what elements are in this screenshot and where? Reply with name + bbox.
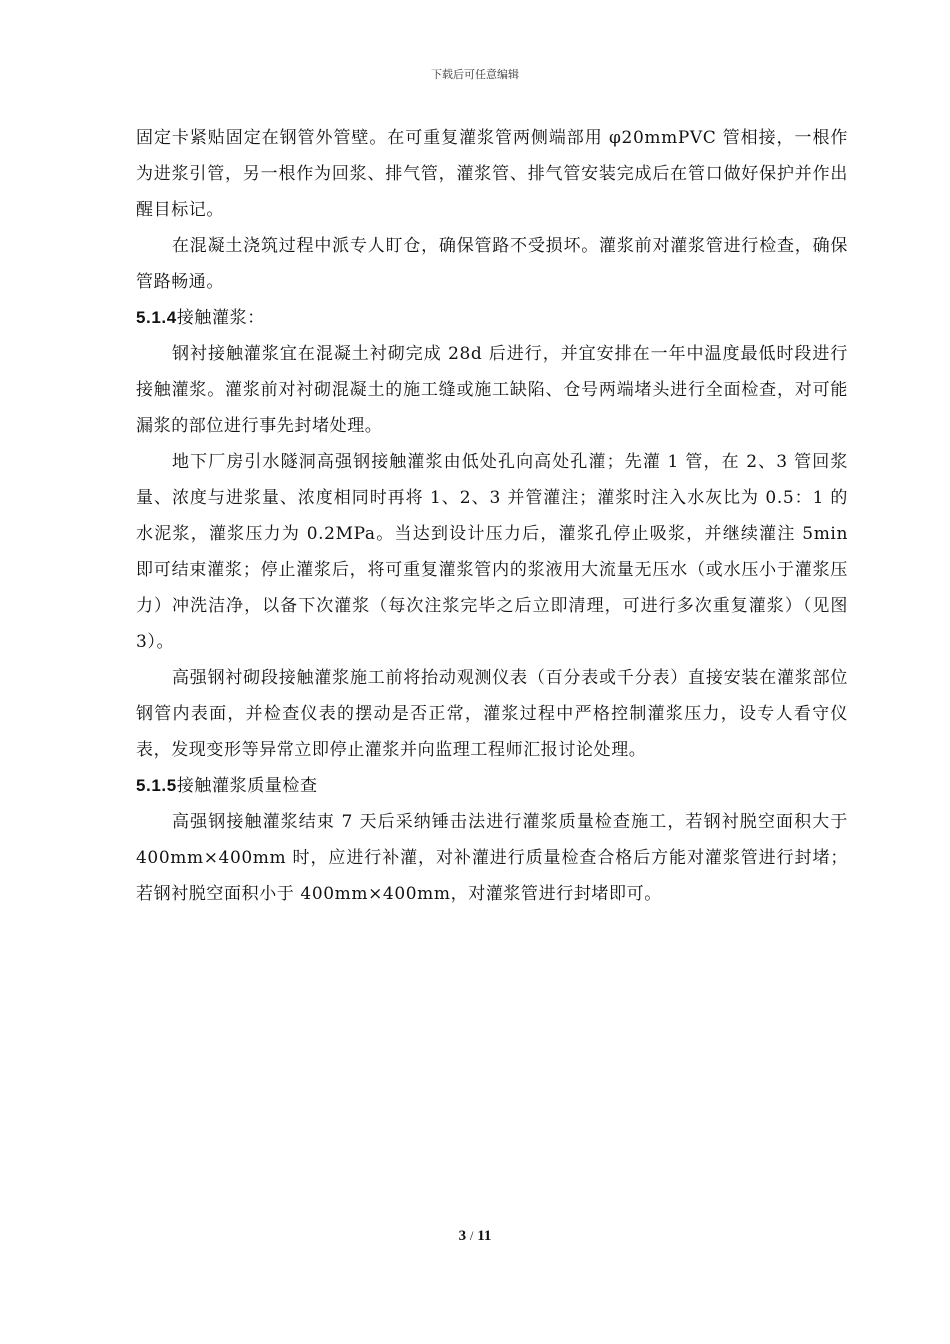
section-title: 接触灌浆： [176,308,265,328]
section-heading [136,300,848,336]
section-number: 5.1.5 [136,776,177,795]
paragraph: 高强钢衬砌段接触灌浆施工前将抬动观测仪表（百分表或千分表）直接安装在灌浆部位钢管内表面，并检查仪表的摆动是否正常，灌浆过程中严格控制灌浆压力，设专人看守仪表，发现变形等异常立即停止灌浆并向监理工程师汇报讨论处理。 [136,668,848,760]
document-body [136,120,848,912]
page-separator: / [469,1228,474,1243]
paragraph: 固定卡紧贴固定在钢管外管壁。在可重复灌浆管两侧端部用 φ20mmPVC 管相接，一根作为进浆引管，另一根作为回浆、排气管，灌浆管、排气管安装完成后在管口做好保护并作出醒目标记。 [136,128,848,220]
paragraph: 高强钢接触灌浆结束 7 天后采纳锤击法进行灌浆质量检查施工，若钢衬脱空面积大于 400mm×400mm 时，应进行补灌，对补灌进行质量检查合格后方能对灌浆管进行封堵；若钢衬脱空面积小于 400mm×400mm，对灌浆管进行封堵即可。 [136,812,848,904]
paragraph: 地下厂房引水隧洞高强钢接触灌浆由低处孔向高处孔灌；先灌 1 管，在 2、3 管回浆量、浓度与进浆量、浓度相同时再将 1、2、3 并管灌注；灌浆时注入水灰比为 0.5：1 的水泥浆，灌浆压力为 0.2MPa。当达到设计压力后，灌浆孔停止吸浆，并继续灌注 5min 即可结束灌浆；停止灌浆后，将可重复灌浆管内的浆液用大流量无压水（或水压小于灌浆压力）冲洗洁净，以备下次灌浆（每次注浆完毕之后立即清理，可进行多次重复灌浆）（见图 3）。 [136,452,848,652]
page-number [0,1228,950,1245]
total-pages: 11 [477,1228,492,1244]
section-heading [136,768,848,804]
section-number: 5.1.4 [136,308,177,327]
paragraph: 在混凝土浇筑过程中派专人盯仓，确保管路不受损坏。灌浆前对灌浆管进行检查，确保管路畅通。 [136,236,848,292]
page-header: 下载后可任意编辑 [431,68,519,81]
paragraph: 钢衬接触灌浆宜在混凝土衬砌完成 28d 后进行，并宜安排在一年中温度最低时段进行接触灌浆。灌浆前对衬砌混凝土的施工缝或施工缺陷、仓号两端堵头进行全面检查，对可能漏浆的部位进行事先封堵处理。 [136,344,848,436]
current-page: 3 [458,1228,467,1244]
section-title: 接触灌浆质量检查 [176,776,318,796]
